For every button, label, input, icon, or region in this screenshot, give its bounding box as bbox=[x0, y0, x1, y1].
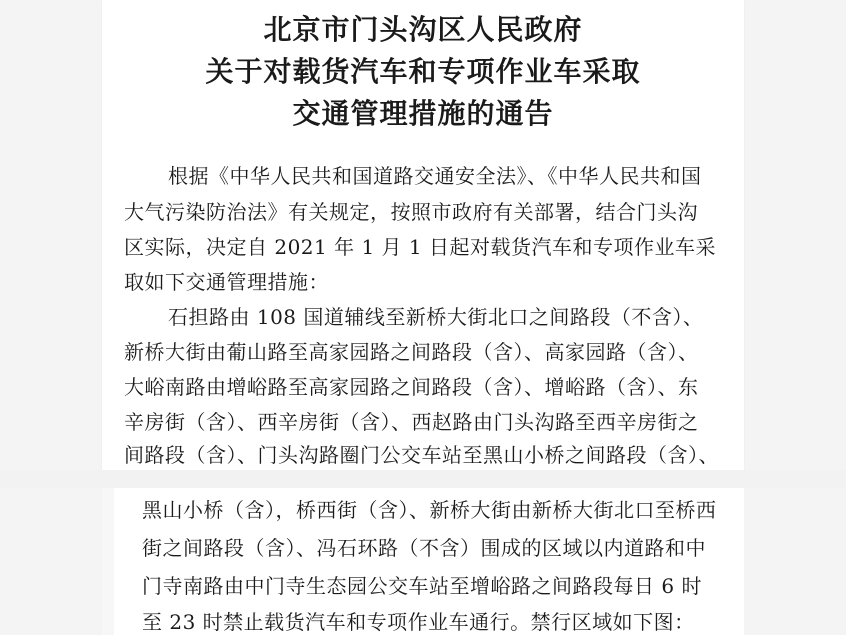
body-line-8: 辛房街（含）、西辛房街（含）、西赵路由门头沟路至西辛房街之 bbox=[124, 410, 699, 434]
document-title-line-3: 交通管理措施的通告 bbox=[292, 97, 554, 130]
page-margin-left bbox=[0, 0, 102, 635]
body-line-4: 取如下交通管理措施： bbox=[124, 270, 329, 294]
document-title-line-2: 关于对载货汽车和专项作业车采取 bbox=[205, 55, 641, 88]
body-line-7: 大峪南路由增峪路至高家园路之间路段（含）、增峪路（含）、东 bbox=[124, 375, 699, 399]
body-line-10: 黑山小桥（含），桥西街（含）、新桥大街由新桥大街北口至桥西 bbox=[142, 498, 717, 522]
page-margin-right bbox=[744, 0, 846, 635]
document-page-2 bbox=[114, 488, 744, 635]
page-gap bbox=[0, 470, 846, 488]
document-page-1 bbox=[102, 0, 744, 470]
body-line-9: 间路段（含）、门头沟路圈门公交车站至黑山小桥之间路段（含）、 bbox=[124, 443, 719, 467]
body-line-11: 街之间路段（含）、冯石环路（不含）围成的区域以内道路和中 bbox=[142, 536, 706, 560]
document-title-line-1: 北京市门头沟区人民政府 bbox=[263, 13, 583, 46]
body-line-5: 石担路由 108 国道辅线至新桥大街北口之间路段（不含）、 bbox=[168, 305, 704, 329]
body-line-3: 区实际，决定自 2021 年 1 月 1 日起对载货汽车和专项作业车采 bbox=[124, 235, 716, 259]
body-line-12: 门寺南路由中门寺生态园公交车站至增峪路之间路段每日 6 时 bbox=[142, 574, 702, 598]
body-line-13: 至 23 时禁止载货汽车和专项作业车通行。禁行区域如下图： bbox=[142, 610, 695, 634]
body-line-1: 根据《中华人民共和国道路交通安全法》、《中华人民共和国 bbox=[168, 164, 702, 188]
body-line-6: 新桥大街由葡山路至高家园路之间路段（含）、高家园路（含）、 bbox=[124, 340, 699, 364]
body-line-2: 大气污染防治法》有关规定，按照市政府有关部署，结合门头沟 bbox=[124, 200, 698, 224]
